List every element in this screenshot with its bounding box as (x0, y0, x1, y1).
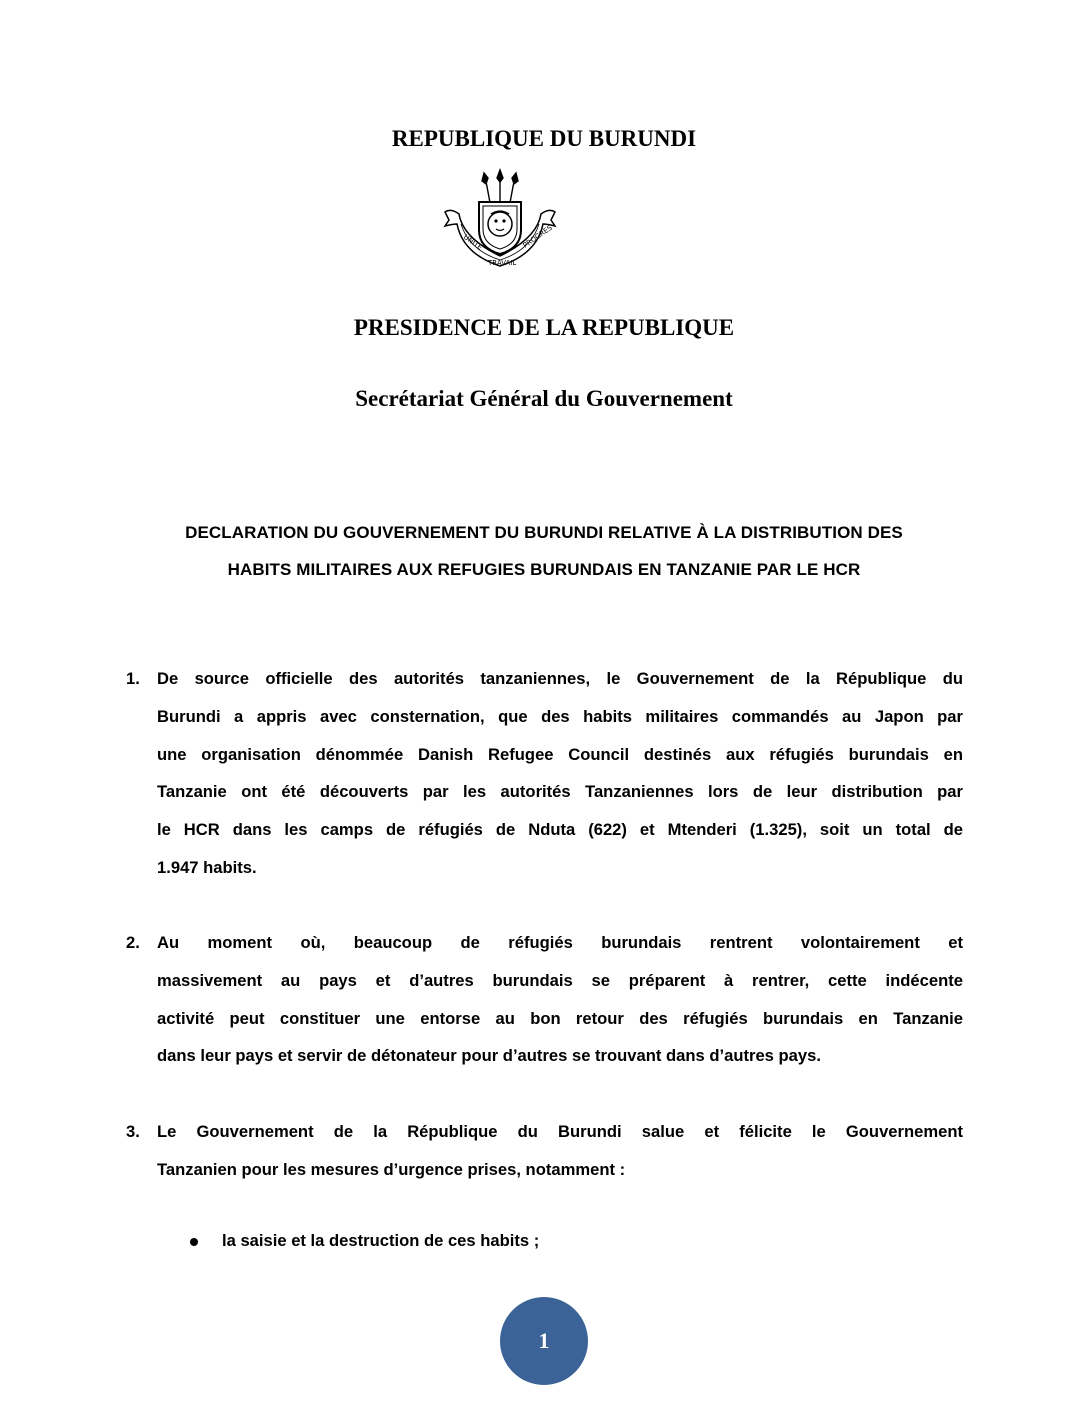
paragraph-1 (126, 660, 963, 887)
secretariat-heading: Secrétariat Général du Gouvernement (355, 386, 733, 411)
page-number: 1 (538, 1328, 550, 1353)
paragraph-text (157, 1113, 963, 1189)
paragraph-line: dans leur pays et servir de détonateur pour d’autres se trouvant dans d’autres pays. (157, 1046, 821, 1066)
svg-text:TRAVAIL: TRAVAIL (488, 259, 517, 267)
paragraph-line: Tanzanien pour les mesures d’urgence prises, notamment : (157, 1159, 626, 1179)
paragraph-2 (126, 924, 963, 1075)
paragraph-line: Le Gouvernement de la République du Burundi salue et félicite le Gouvernement (157, 1122, 963, 1141)
paragraph-line: Au moment où, beaucoup de réfugiés burundais rentrent volontairement et (157, 933, 963, 952)
paragraph-line: activité peut constituer une entorse au bon retour des réfugiés burundais en Tanzanie (157, 1008, 963, 1028)
paragraph-line: une organisation dénommée Danish Refugee Council destinés aux réfugiés burundais en (157, 744, 963, 764)
presidence-heading: PRESIDENCE DE LA REPUBLIQUE (353, 315, 735, 340)
paragraph-line: Burundi a appris avec consternation, que des habits militaires commandés au Japon par (157, 706, 963, 726)
declaration-title-line: HABITS MILITAIRES AUX REFUGIES BURUNDAIS EN TANZANIE PAR LE HCR (227, 560, 861, 579)
paragraph-number: 3. (126, 1122, 140, 1141)
bullet-icon (190, 1238, 198, 1246)
paragraph-3 (126, 1113, 963, 1189)
svg-text:UNITE: UNITE (461, 233, 484, 252)
coat-of-arms-emblem (439, 168, 561, 274)
paragraph-line: Tanzanie ont été découverts par les autorités Tanzaniennes lors de leur distribution par (157, 782, 963, 802)
bullet-text: la saisie et la destruction de ces habits ; (222, 1231, 540, 1250)
paragraph-line: De source officielle des autorités tanzaniennes, le Gouvernement de la République du (157, 669, 963, 688)
paragraph-line: le HCR dans les camps de réfugiés de Nduta (622) et Mtenderi (1.325), soit un total de (157, 820, 963, 840)
declaration-title (100, 514, 988, 588)
svg-text:PROGRES: PROGRES (521, 223, 554, 250)
paragraph-number: 1. (126, 669, 140, 688)
declaration-title-line: DECLARATION DU GOUVERNEMENT DU BURUNDI RELATIVE À LA DISTRIBUTION DES (185, 523, 903, 542)
page-number-badge (500, 1297, 588, 1385)
paragraph-text (157, 660, 963, 887)
paragraph-text (157, 924, 963, 1075)
bullet-list-item (190, 1226, 539, 1256)
paragraph-number: 2. (126, 933, 140, 952)
paragraph-line: 1.947 habits. (157, 857, 257, 877)
country-heading: REPUBLIQUE DU BURUNDI (391, 126, 697, 151)
paragraph-line: massivement au pays et d’autres burundais se préparent à rentrer, cette indécente (157, 970, 963, 990)
